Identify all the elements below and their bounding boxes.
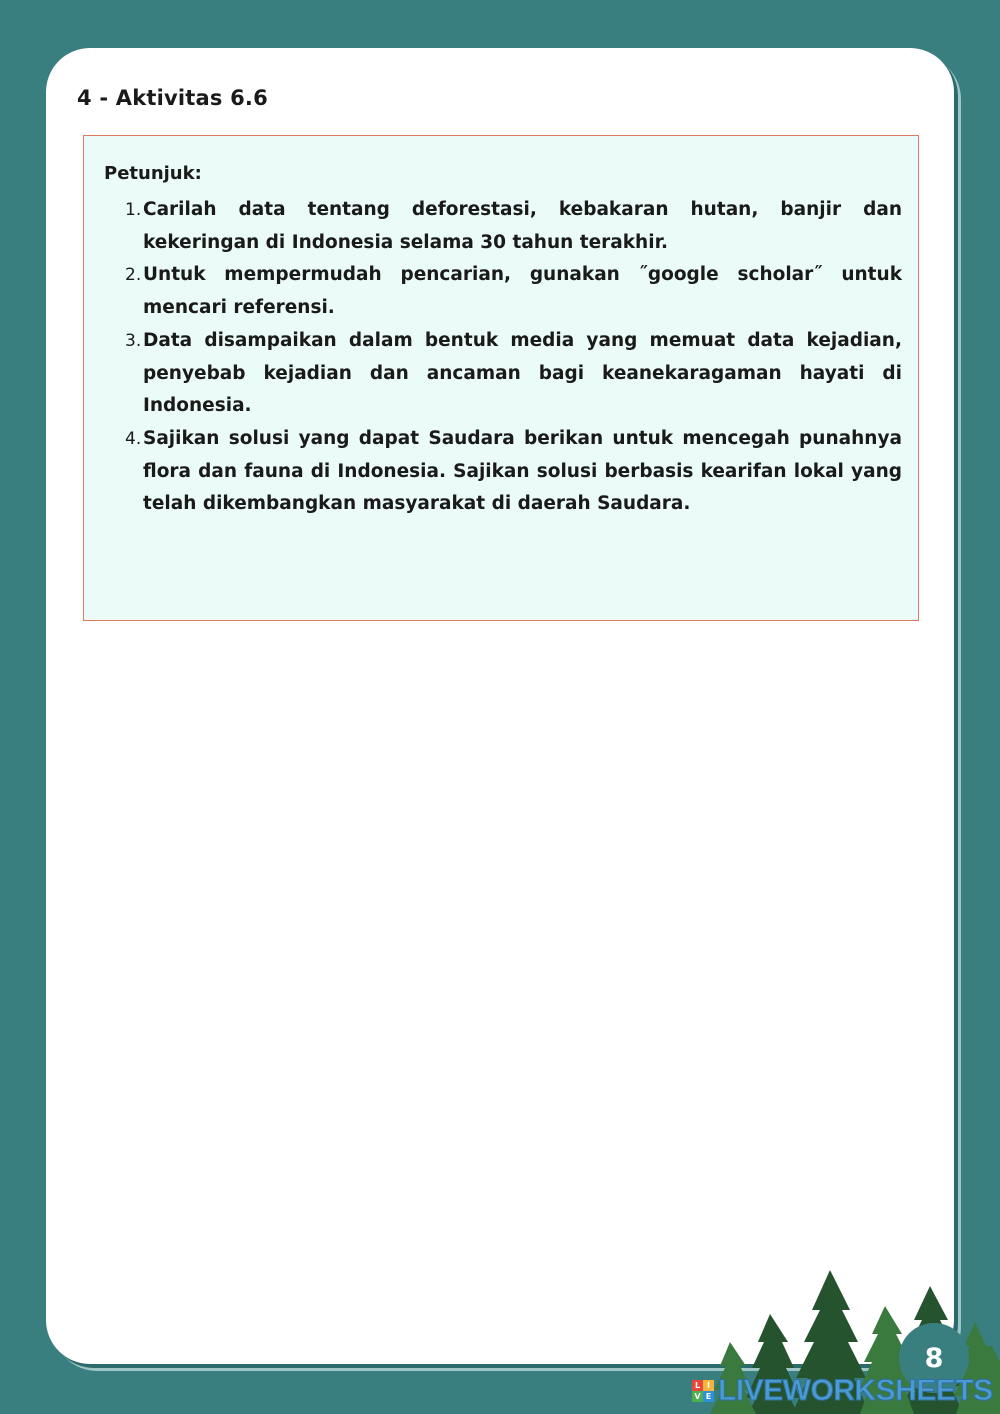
instruction-item: [104, 423, 902, 521]
instruction-number: 3.: [125, 330, 142, 351]
instruction-item: [104, 325, 902, 423]
page-number: 8: [924, 1342, 944, 1374]
liveworksheets-watermark: [692, 1374, 993, 1408]
logo-letter: V: [692, 1391, 703, 1402]
liveworksheets-logo-icon: [692, 1380, 714, 1402]
instruction-number: 2.: [125, 265, 142, 286]
logo-letter: L: [692, 1380, 703, 1391]
instructions-list: [104, 194, 902, 521]
instruction-item: [104, 194, 902, 259]
worksheet-page: [46, 48, 954, 1364]
instruction-text: Sajikan solusi yang dapat Saudara berikan untuk mencegah punahnya flora dan fauna di Indonesia. Sajikan solusi berbasis kearifan lokal yang telah dikembangkan masyarakat di daerah Saudara.: [143, 427, 902, 515]
brand-name: LIVEWORKSHEETS: [718, 1374, 993, 1407]
instruction-text: Untuk mempermudah pencarian, gunakan ˝google scholar˝ untuk mencari referensi.: [143, 264, 902, 319]
logo-letter: E: [703, 1391, 714, 1402]
instruction-text: Carilah data tentang deforestasi, kebakaran hutan, banjir dan kekeringan di Indonesia selama 30 tahun terakhir.: [143, 199, 902, 253]
instruction-item: [104, 259, 902, 324]
instructions-heading: Petunjuk:: [104, 163, 202, 184]
instructions-box: [83, 135, 919, 621]
instruction-number: 4.: [125, 428, 142, 449]
activity-title: 4 - Aktivitas 6.6: [77, 86, 268, 110]
logo-letter: I: [703, 1380, 714, 1391]
instruction-number: 1.: [125, 200, 142, 220]
instruction-text: Data disampaikan dalam bentuk media yang memuat data kejadian, penyebab kejadian dan ancaman bagi keanekaragaman hayati di Indonesia.: [143, 329, 902, 417]
